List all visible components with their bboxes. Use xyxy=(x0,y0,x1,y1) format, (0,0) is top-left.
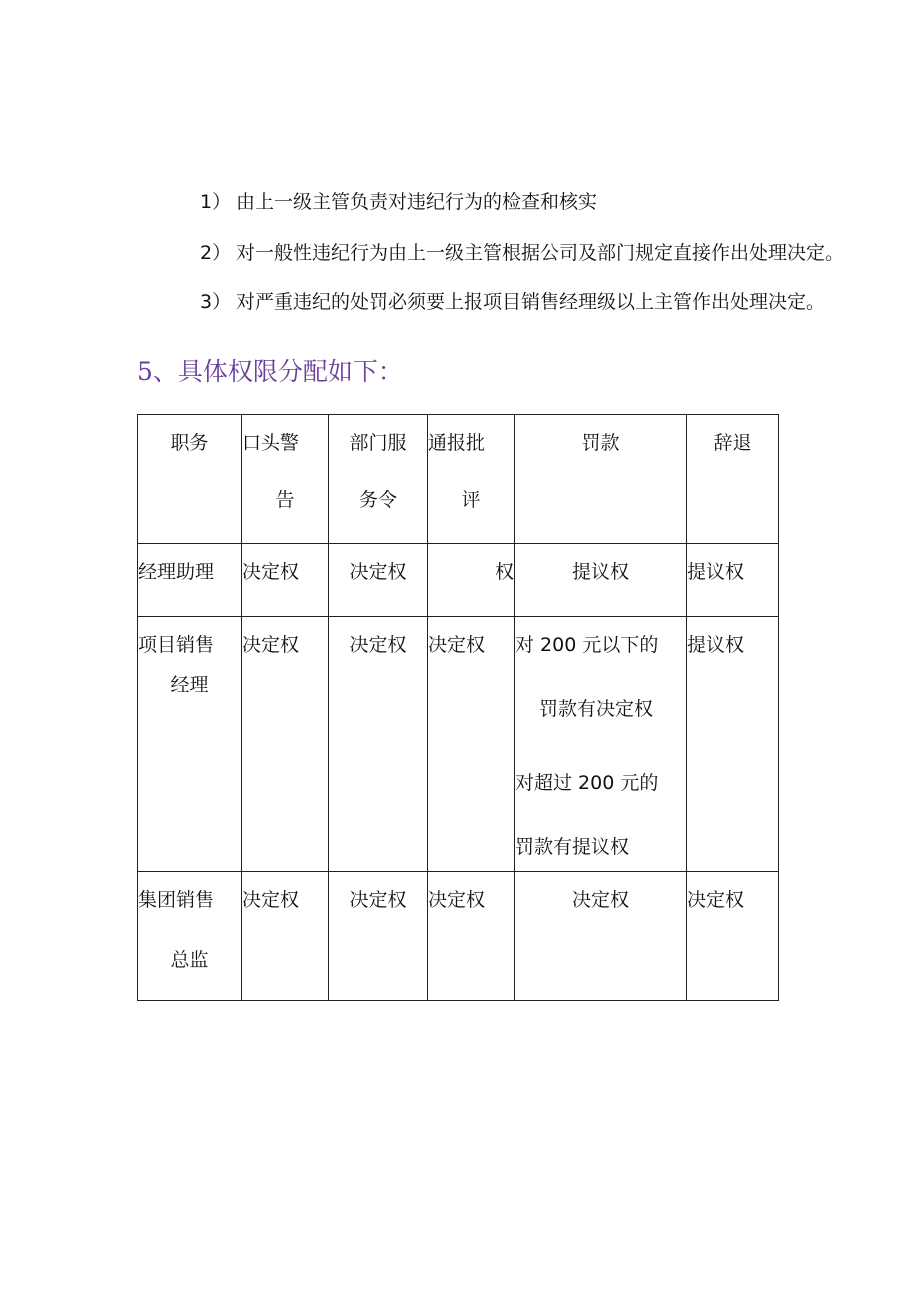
role-cell: 项目销售 经理 xyxy=(138,617,242,872)
list-number: 1） xyxy=(200,191,232,213)
header-cell-dept-service-order: 部门服 务令 xyxy=(329,415,428,544)
header-cell-verbal-warning: 口头警 告 xyxy=(242,415,329,544)
list-number: 2） xyxy=(200,242,232,264)
section-heading: 5、具体权限分配如下： xyxy=(137,357,403,386)
permission-cell: 提议权 xyxy=(687,617,779,872)
permission-cell: 权 xyxy=(428,544,515,617)
permission-cell: 提议权 xyxy=(515,544,687,617)
header-cell-fine: 罚款 xyxy=(515,415,687,544)
permission-cell: 决定权 xyxy=(329,544,428,617)
permission-cell: 决定权 xyxy=(428,872,515,1001)
table-row xyxy=(138,872,779,1001)
permission-cell: 决定权 xyxy=(242,872,329,1001)
table-row xyxy=(138,544,779,617)
list-item xyxy=(200,241,844,265)
list-number: 3） xyxy=(200,291,232,313)
header-cell-dismissal: 辞退 xyxy=(687,415,779,544)
table-row xyxy=(138,617,779,872)
permission-cell: 决定权 xyxy=(428,617,515,872)
list-text: 对一般性违纪行为由上一级主管根据公司及部门规定直接作出处理决定。 xyxy=(236,242,845,264)
permission-cell: 决定权 xyxy=(329,872,428,1001)
permission-cell: 提议权 xyxy=(687,544,779,617)
permission-cell: 决定权 xyxy=(515,872,687,1001)
table-header-row xyxy=(138,415,779,544)
permission-cell: 决定权 xyxy=(242,544,329,617)
list-item xyxy=(200,290,825,314)
permission-cell: 决定权 xyxy=(242,617,329,872)
list-text: 对严重违纪的处罚必须要上报项目销售经理级以上主管作出处理决定。 xyxy=(236,291,826,313)
list-text: 由上一级主管负责对违纪行为的检查和核实 xyxy=(236,191,598,213)
fine-rule-cell: 对 200 元以下的 罚款有决定权 对超过 200 元的 罚款有提议权 xyxy=(515,617,687,872)
role-cell: 经理助理 xyxy=(138,544,242,617)
permission-table xyxy=(137,414,779,1001)
permission-cell: 决定权 xyxy=(687,872,779,1001)
header-cell-role: 职务 xyxy=(138,415,242,544)
permission-cell: 决定权 xyxy=(329,617,428,872)
list-item xyxy=(200,190,597,214)
role-cell: 集团销售 总监 xyxy=(138,872,242,1001)
header-cell-public-criticism: 通报批 评 xyxy=(428,415,515,544)
